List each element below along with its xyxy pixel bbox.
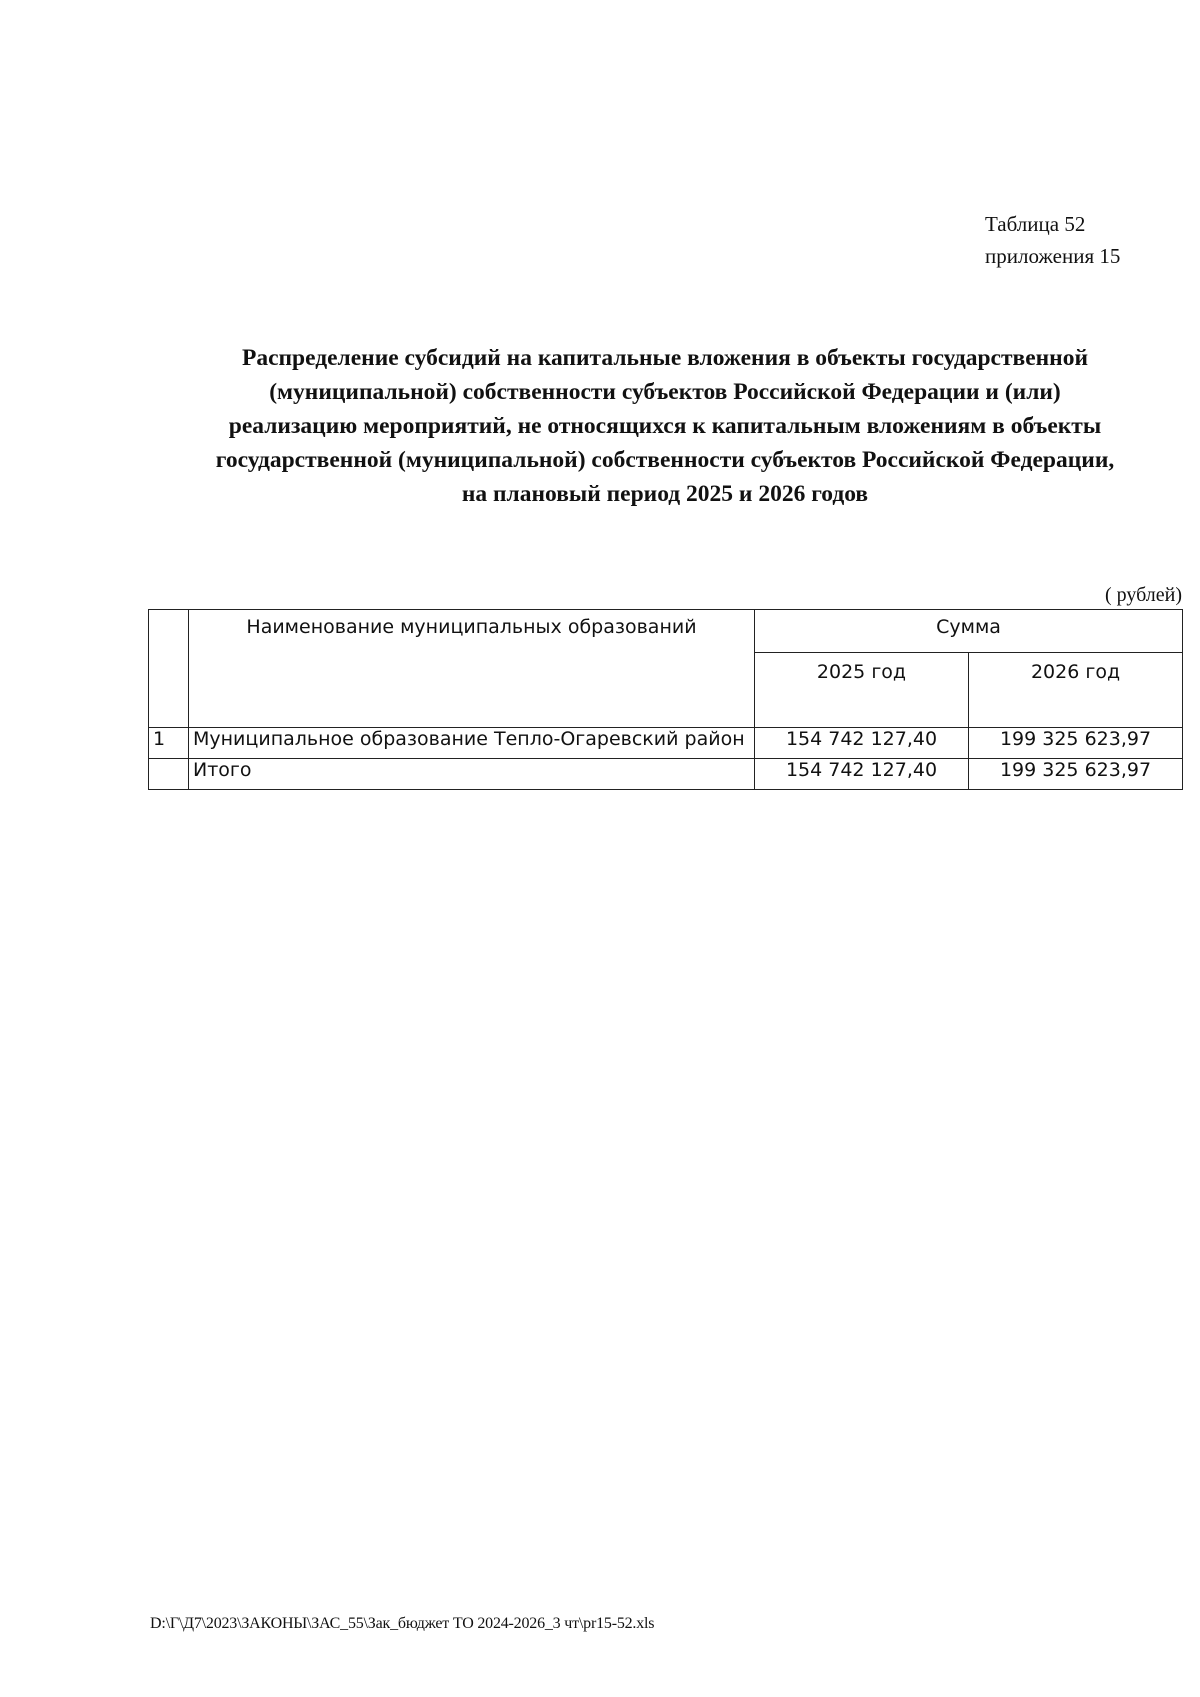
file-path-footer: D:\Г\Д7\2023\ЗАКОНЫ\ЗАС_55\Зак_бюджет ТО 2024-2026_3 чт\pr15-52.xls	[150, 1615, 655, 1632]
header-number-cell	[149, 610, 189, 728]
title-line: реализацию мероприятий, не относящихся к капитальным вложениям в объекты	[228, 413, 1102, 439]
table-total-row	[149, 759, 1183, 790]
appendix-number: приложения 15	[985, 244, 1121, 268]
header-year-2025: 2025 год	[755, 653, 969, 728]
title-line: (муниципальной) собственности субъектов Российской Федерации и (или)	[269, 379, 1061, 405]
row-number	[149, 759, 189, 790]
table-row	[149, 728, 1183, 759]
units-label: ( рублей)	[1104, 584, 1182, 606]
subsidy-table	[148, 609, 1183, 790]
row-value-2026: 199 325 623,97	[969, 759, 1183, 790]
title-line: на плановый период 2025 и 2026 годов	[461, 481, 869, 507]
document-title	[140, 341, 1190, 511]
table-reference	[985, 208, 1120, 272]
table-number: Таблица 52	[985, 212, 1086, 236]
row-value-2025: 154 742 127,40	[755, 728, 969, 759]
row-value-2025: 154 742 127,40	[755, 759, 969, 790]
row-value-2026: 199 325 623,97	[969, 728, 1183, 759]
header-year-2026: 2026 год	[969, 653, 1183, 728]
title-line: Распределение субсидий на капитальные вложения в объекты государственной	[241, 345, 1089, 371]
title-line: государственной (муниципальной) собственности субъектов Российской Федерации,	[215, 447, 1115, 473]
header-name-cell: Наименование муниципальных образований	[189, 610, 755, 728]
row-number: 1	[149, 728, 189, 759]
table-header-row	[149, 610, 1183, 653]
header-sum-cell: Сумма	[755, 610, 1183, 653]
row-name: Итого	[189, 759, 755, 790]
row-name: Муниципальное образование Тепло-Огаревский район	[189, 728, 755, 759]
